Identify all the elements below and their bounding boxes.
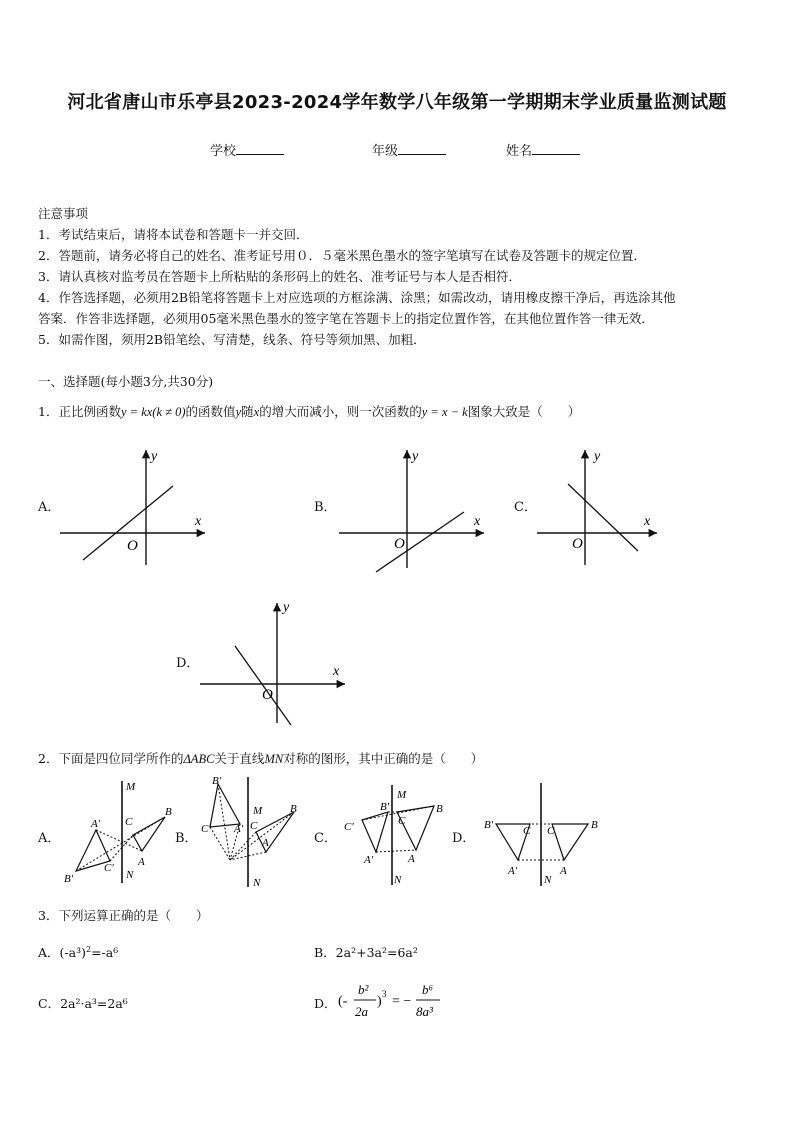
- svg-text:y: y: [412, 449, 419, 464]
- svg-text:C′: C′: [201, 823, 211, 835]
- svg-text:x: x: [333, 664, 340, 679]
- svg-text:x: x: [644, 514, 651, 529]
- svg-text:x: x: [474, 514, 481, 529]
- svg-text:A′: A′: [91, 818, 101, 830]
- svg-text:O: O: [127, 538, 138, 554]
- svg-text:C: C: [547, 825, 555, 837]
- section-heading: 一、选择题(每小题3分,共30分): [38, 374, 214, 389]
- question-3-stem: 3．下列运算正确的是（ ）: [38, 908, 209, 923]
- svg-text:3: 3: [382, 989, 387, 999]
- q1-graph-a: [55, 440, 215, 570]
- svg-text:): ): [377, 994, 382, 1009]
- svg-text:= −: = −: [392, 994, 412, 1009]
- q1-graph-b: [334, 440, 494, 580]
- svg-text:2a: 2a: [355, 1004, 368, 1019]
- q1-option-c[interactable]: C．: [514, 500, 537, 515]
- svg-text:y: y: [283, 600, 290, 615]
- notice-item: 3．请认真核对监考员在答题卡上所粘贴的条形码上的姓名、准考证号与本人是否相符．: [38, 269, 521, 284]
- svg-text:B′: B′: [380, 801, 390, 813]
- svg-text:A: A: [560, 865, 567, 877]
- name-label: 姓名: [506, 144, 533, 159]
- q1-graph-d: [195, 595, 355, 735]
- q2-option-d[interactable]: D．: [452, 831, 476, 846]
- q1-option-b[interactable]: B．: [314, 500, 337, 515]
- grade-label: 年级: [372, 144, 399, 159]
- svg-text:M: M: [397, 789, 407, 801]
- svg-text:A: A: [138, 856, 145, 868]
- notice-heading: 注意事项: [38, 206, 89, 221]
- svg-text:x: x: [195, 514, 202, 529]
- svg-text:B: B: [436, 803, 443, 815]
- svg-text:(-: (-: [338, 994, 348, 1009]
- svg-text:O: O: [262, 687, 273, 703]
- svg-text:B′: B′: [212, 775, 222, 787]
- q2-figure-b: [198, 772, 308, 892]
- q1-graph-c: [532, 440, 692, 570]
- svg-text:C′: C′: [344, 821, 354, 833]
- q3-option-d-label[interactable]: D．: [314, 996, 337, 1011]
- q2-figure-a: [58, 775, 178, 890]
- svg-text:C: C: [250, 820, 258, 832]
- svg-text:A′: A′: [508, 865, 518, 877]
- notice-item: 答案．作答非选择题，必须用05毫米黑色墨水的签字笔在答题卡上的指定位置作答，在其他位置作答一律无效．: [38, 311, 654, 326]
- svg-text:A′: A′: [234, 823, 244, 835]
- q1-option-a[interactable]: A．: [38, 500, 61, 515]
- q2-figure-c: [340, 780, 450, 890]
- q3-option-a[interactable]: A．$(-a^3)^2=-a^6$: [38, 944, 119, 960]
- page-title: 河北省唐山市乐亭县2023-2024学年数学八年级第一学期期末学业质量监测试题: [67, 92, 727, 113]
- q2-option-a[interactable]: A．: [38, 831, 61, 846]
- notice-item: 1．考试结束后，请将本试卷和答题卡一并交回．: [38, 227, 309, 242]
- svg-text:N: N: [126, 869, 134, 881]
- svg-text:y: y: [151, 449, 158, 464]
- q2-option-c[interactable]: C．: [314, 831, 337, 846]
- svg-text:B: B: [591, 819, 598, 831]
- notice-item: 2．答题前，请务必将自己的姓名、准考证号用０．５毫米黑色墨水的签字笔填写在试卷及答题卡的规定位置．: [38, 248, 646, 263]
- svg-text:O: O: [394, 536, 405, 552]
- svg-text:N: N: [544, 874, 552, 886]
- q1-option-d[interactable]: D．: [176, 656, 200, 671]
- svg-text:O: O: [572, 536, 583, 552]
- q2-option-b[interactable]: B．: [175, 831, 198, 846]
- svg-text:C: C: [523, 825, 531, 837]
- notice-item: 4．作答选择题，必须用2B铅笔将答题卡上对应选项的方框涂满、涂黑；如需改动，请用橡皮擦干净后，再选涂其他: [38, 290, 676, 305]
- q3-option-c[interactable]: C．2a²·a³=2a⁶: [38, 996, 128, 1011]
- svg-text:M: M: [253, 805, 263, 817]
- svg-text:A: A: [408, 853, 415, 865]
- name-field[interactable]: [506, 140, 580, 159]
- svg-text:C: C: [398, 815, 406, 827]
- svg-text:C′: C′: [104, 862, 114, 874]
- svg-text:b²: b²: [358, 982, 369, 997]
- q3-option-b[interactable]: B．2a²+3a²=6a²: [314, 945, 418, 960]
- q2-figure-d: [478, 778, 608, 890]
- question-1-stem: 1．正比例函数y = kx(k ≠ 0)的函数值y随x的增大而减小，则一次函数的y = x − k图象大致是（ ）: [38, 404, 581, 419]
- svg-text:M: M: [126, 781, 136, 793]
- svg-text:A: A: [262, 837, 269, 849]
- svg-text:B: B: [165, 806, 172, 818]
- svg-text:8a³: 8a³: [416, 1004, 433, 1019]
- school-field[interactable]: [210, 140, 284, 159]
- svg-text:B′: B′: [484, 819, 494, 831]
- svg-text:N: N: [253, 877, 261, 889]
- svg-text:B′: B′: [64, 873, 74, 885]
- svg-text:B: B: [290, 803, 297, 815]
- svg-text:b⁶: b⁶: [422, 982, 434, 997]
- svg-text:N: N: [394, 874, 402, 886]
- svg-text:C: C: [125, 816, 133, 828]
- svg-text:y: y: [594, 449, 601, 464]
- svg-text:A′: A′: [364, 854, 374, 866]
- school-label: 学校: [210, 144, 237, 159]
- question-2-stem: 2．下面是四位同学所作的ΔABC关于直线MN对称的图形，其中正确的是（ ）: [38, 751, 484, 766]
- notice-item: 5．如需作图，须用2B铅笔绘、写清楚，线条、符号等须加黑、加粗．: [38, 332, 426, 347]
- grade-field[interactable]: [372, 140, 446, 159]
- q3-option-d-formula[interactable]: [336, 978, 456, 1024]
